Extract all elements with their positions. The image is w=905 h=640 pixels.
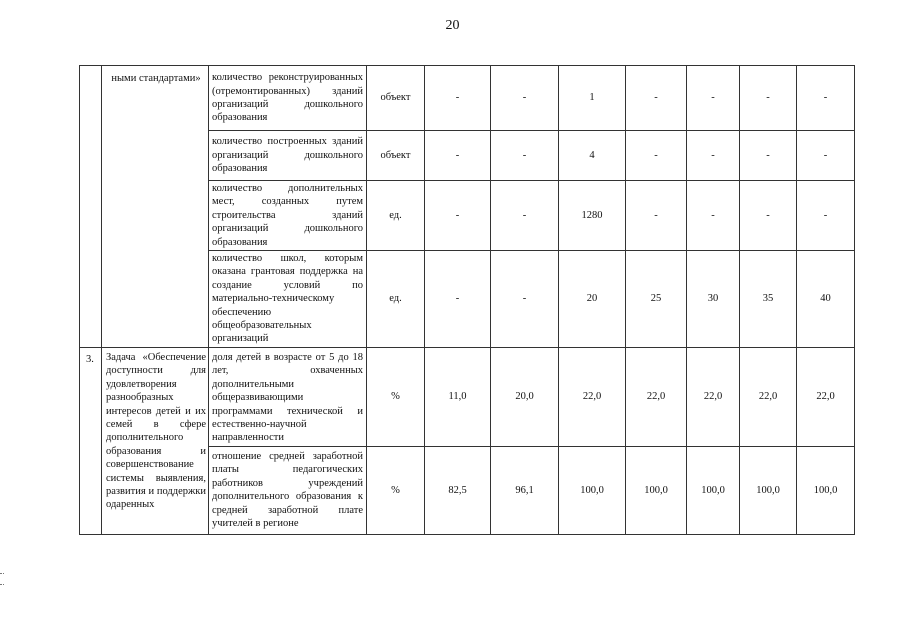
- value-cell: -: [491, 251, 559, 348]
- indicators-table: [79, 65, 855, 535]
- indicator-cell: [209, 181, 367, 251]
- task-text: Задача «Обеспечение доступности для удовлетворения разнообразных интересов детей и их семей в сфере дополнительного образования и совершенствование системы выявления, развития и поддержки одаренных: [106, 351, 206, 511]
- value-cell: -: [687, 66, 740, 131]
- value-cell: -: [425, 251, 491, 348]
- scan-edge-mark: [0, 573, 4, 574]
- value-cell: 82,5: [425, 446, 491, 534]
- value-cell: -: [425, 181, 491, 251]
- table-row: [80, 347, 855, 446]
- indicator-text: количество построенных зданий организаций дошкольного образования: [212, 136, 363, 175]
- unit-cell: объект: [367, 131, 425, 181]
- value-cell: -: [740, 131, 797, 181]
- value-cell: 100,0: [797, 446, 855, 534]
- row-number-cell: [80, 347, 102, 534]
- table-row: [80, 66, 855, 131]
- value-cell: 100,0: [559, 446, 626, 534]
- value-cell: 100,0: [687, 446, 740, 534]
- value-cell: 1: [559, 66, 626, 131]
- task-text: ными стандартами»: [111, 73, 201, 84]
- value-cell: 100,0: [626, 446, 687, 534]
- value-cell: -: [687, 181, 740, 251]
- value-cell: 35: [740, 251, 797, 348]
- indicator-cell: [209, 251, 367, 348]
- value-cell: -: [491, 181, 559, 251]
- indicator-cell: [209, 131, 367, 181]
- value-cell: 22,0: [687, 347, 740, 446]
- value-cell: 4: [559, 131, 626, 181]
- row-number-cell: [80, 66, 102, 348]
- value-cell: -: [425, 66, 491, 131]
- value-cell: -: [797, 181, 855, 251]
- value-cell: 22,0: [559, 347, 626, 446]
- value-cell: 1280: [559, 181, 626, 251]
- unit-cell: объект: [367, 66, 425, 131]
- value-cell: -: [740, 181, 797, 251]
- value-cell: -: [626, 181, 687, 251]
- task-cell: [102, 66, 209, 348]
- indicator-text: отношение средней заработной платы педагогических работников учреждений дополнительного образования к средней заработной плате учителей в регионе: [212, 451, 363, 530]
- value-cell: -: [797, 66, 855, 131]
- value-cell: 22,0: [797, 347, 855, 446]
- indicator-text: количество дополнительных мест, созданных путем строительства зданий организаций дошкольного образования: [212, 183, 363, 248]
- scan-edge-mark: [0, 584, 4, 585]
- indicator-text: количество реконструированных (отремонтированных) зданий организаций дошкольного образования: [212, 72, 363, 124]
- value-cell: 20: [559, 251, 626, 348]
- value-cell: 25: [626, 251, 687, 348]
- value-cell: -: [491, 131, 559, 181]
- task-cell: [102, 347, 209, 534]
- indicator-text: количество школ, которым оказана грантовая поддержка на создание условий по материально-техническому обеспечению общеобразовательных организаций: [212, 253, 363, 345]
- value-cell: -: [626, 66, 687, 131]
- unit-cell: ед.: [367, 251, 425, 348]
- value-cell: 22,0: [740, 347, 797, 446]
- value-cell: 100,0: [740, 446, 797, 534]
- value-cell: -: [491, 66, 559, 131]
- unit-cell: %: [367, 347, 425, 446]
- indicator-cell: [209, 347, 367, 446]
- indicator-text: доля детей в возрасте от 5 до 18 лет, охваченных дополнительными общеразвивающими программами технической и естественно-научной направленности: [212, 351, 363, 444]
- value-cell: 30: [687, 251, 740, 348]
- row-number: 3.: [86, 353, 94, 365]
- value-cell: -: [425, 131, 491, 181]
- value-cell: -: [626, 131, 687, 181]
- value-cell: 96,1: [491, 446, 559, 534]
- value-cell: 20,0: [491, 347, 559, 446]
- unit-cell: ед.: [367, 181, 425, 251]
- value-cell: -: [687, 131, 740, 181]
- value-cell: -: [740, 66, 797, 131]
- indicator-cell: [209, 446, 367, 534]
- value-cell: 40: [797, 251, 855, 348]
- page-number: 20: [445, 18, 460, 33]
- value-cell: 22,0: [626, 347, 687, 446]
- indicator-cell: [209, 66, 367, 131]
- unit-cell: %: [367, 446, 425, 534]
- value-cell: 11,0: [425, 347, 491, 446]
- value-cell: -: [797, 131, 855, 181]
